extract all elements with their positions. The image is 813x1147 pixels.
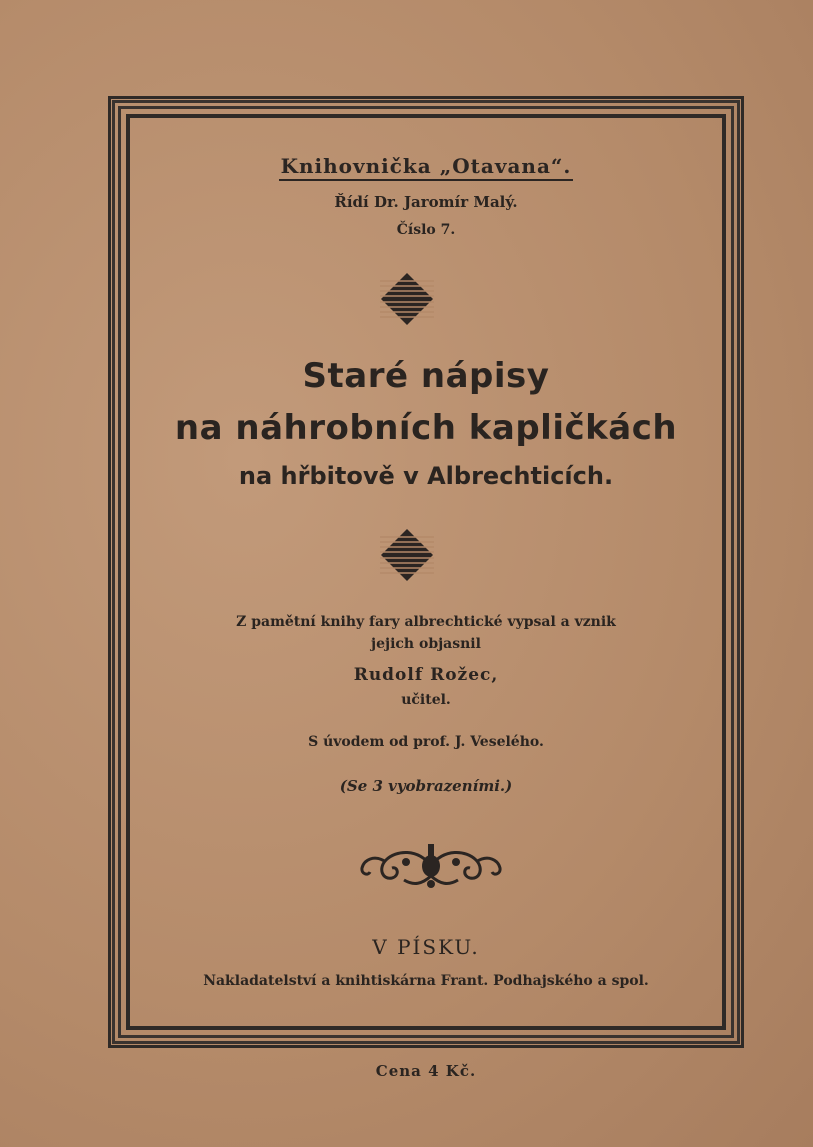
diamond-ornament-icon <box>380 272 434 326</box>
series-title: Knihovnička „Otavana“. <box>140 154 712 178</box>
diamond-ornament-icon <box>380 528 434 582</box>
volume-number: Číslo 7. <box>396 222 456 238</box>
title-line-2: na náhrobních kapličkách <box>174 408 678 448</box>
price-label: Cena 4 Kč. <box>375 1062 477 1080</box>
description-line-1: Z pamětní knihy fary albrechtické vypsal a vznik <box>236 614 616 630</box>
floral-ornament-icon <box>356 840 506 892</box>
editor-line: Řídí Dr. Jaromír Malý. <box>334 193 518 211</box>
publisher-line: Nakladatelství a knihtiskárna Frant. Podhajského a spol. <box>203 973 649 989</box>
author-name: Rudolf Rožec, <box>353 665 499 685</box>
author-role: učitel. <box>401 692 451 708</box>
introduction-line: S úvodem od prof. J. Veselého. <box>308 734 544 750</box>
place-of-publication: V PÍSKU. <box>372 935 480 959</box>
title-line-1: Staré nápisy <box>302 356 550 396</box>
description-line-2: jejich objasnil <box>371 636 481 652</box>
title-line-3: na hřbitově v Albrechticích. <box>238 462 614 490</box>
illustrations-note: (Se 3 vyobrazeními.) <box>339 777 513 795</box>
